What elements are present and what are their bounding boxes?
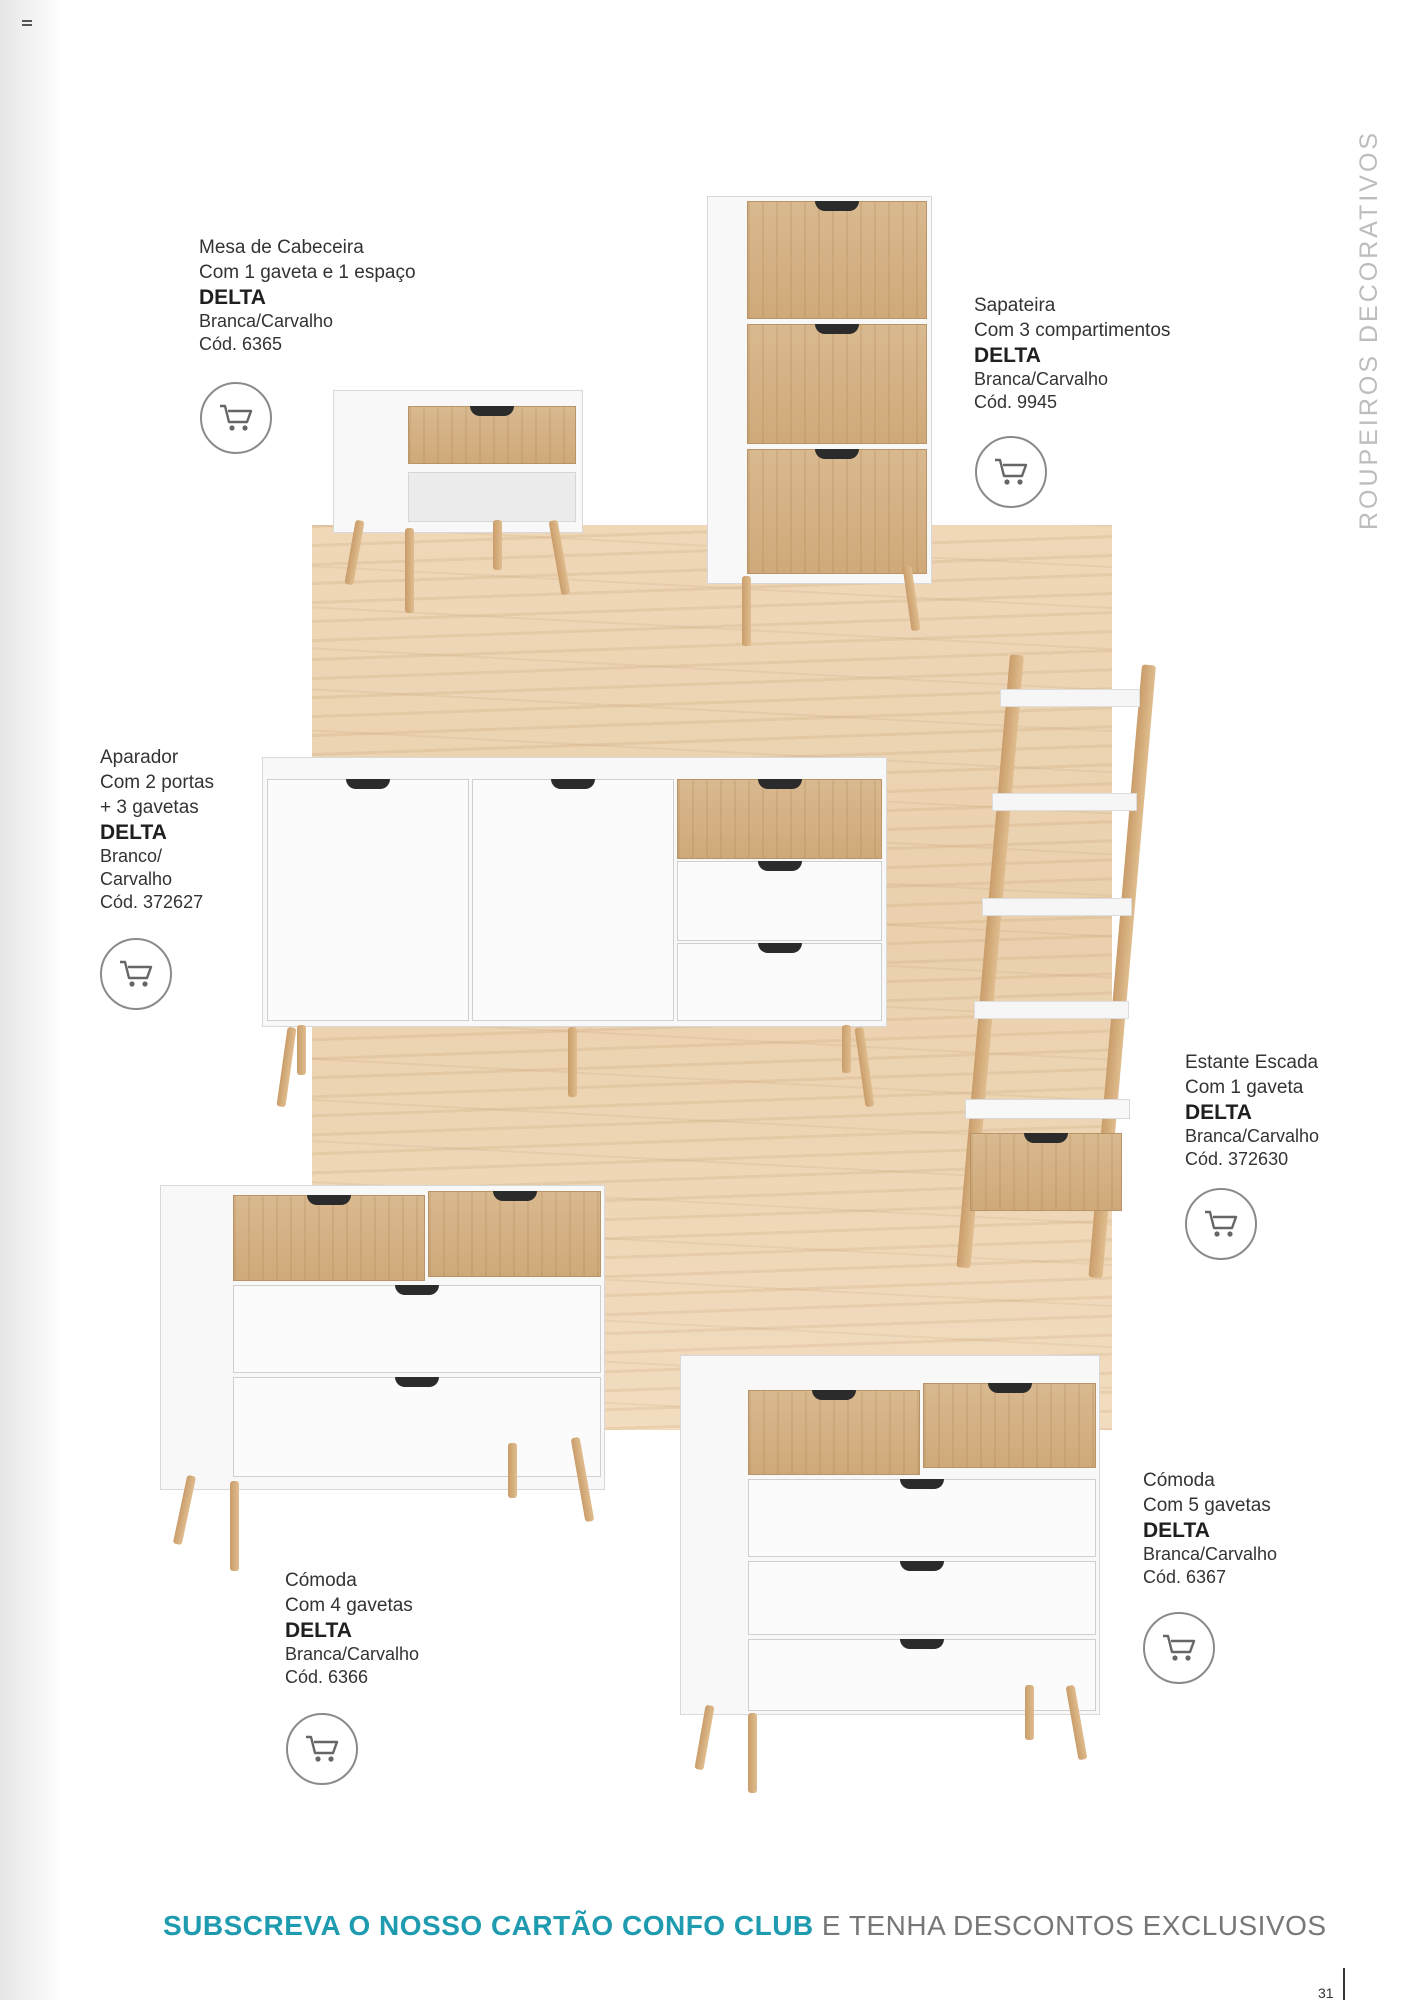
add-to-cart-button-comoda-5[interactable] bbox=[1143, 1612, 1215, 1684]
product-name: Estante Escada bbox=[1185, 1052, 1319, 1073]
shopping-cart-icon bbox=[993, 456, 1029, 488]
product-name: Cómoda bbox=[285, 1570, 357, 1591]
product-caption-aparador bbox=[100, 745, 214, 914]
product-description: Com 4 gavetas bbox=[285, 1595, 413, 1616]
product-finish: Branca/Carvalho bbox=[199, 311, 334, 331]
product-caption-comoda-4 bbox=[285, 1568, 419, 1689]
product-brand: DELTA bbox=[199, 286, 266, 309]
promo-accent-text: SUBSCREVA O NOSSO CARTÃO CONFO CLUB bbox=[163, 1910, 814, 1941]
shopping-cart-icon bbox=[304, 1733, 340, 1765]
shopping-cart-icon bbox=[218, 402, 254, 434]
product-name: Mesa de Cabeceira bbox=[199, 237, 364, 258]
add-to-cart-button-estante-escada[interactable] bbox=[1185, 1188, 1257, 1260]
product-description: Com 5 gavetas bbox=[1143, 1495, 1271, 1516]
shopping-cart-icon bbox=[118, 958, 154, 990]
product-description: Com 2 portas bbox=[100, 772, 215, 793]
product-image-mesa-cabeceira bbox=[330, 390, 585, 620]
product-finish: Branca/Carvalho bbox=[974, 369, 1109, 389]
product-code: Cód. 372630 bbox=[1185, 1149, 1289, 1169]
product-image-sapateira bbox=[707, 196, 932, 652]
add-to-cart-button-mesa-cabeceira[interactable] bbox=[200, 382, 272, 454]
product-caption-mesa-cabeceira bbox=[199, 235, 416, 356]
product-finish: Branco/ bbox=[100, 846, 163, 866]
add-to-cart-button-aparador[interactable] bbox=[100, 938, 172, 1010]
product-finish: Branca/Carvalho bbox=[1185, 1126, 1320, 1146]
product-description: + 3 gavetas bbox=[100, 797, 199, 818]
product-image-estante-escada bbox=[960, 655, 1190, 1285]
product-code: Cód. 6366 bbox=[285, 1667, 369, 1687]
page-left-shadow bbox=[0, 0, 62, 2000]
add-to-cart-button-sapateira[interactable] bbox=[975, 436, 1047, 508]
add-to-cart-button-comoda-4[interactable] bbox=[286, 1713, 358, 1785]
product-finish: Carvalho bbox=[100, 869, 173, 889]
section-title: ROUPEIROS DECORATIVOS bbox=[1355, 129, 1383, 530]
product-name: Aparador bbox=[100, 747, 179, 768]
product-code: Cód. 6367 bbox=[1143, 1567, 1227, 1587]
shopping-cart-icon bbox=[1203, 1208, 1239, 1240]
product-caption-sapateira bbox=[974, 293, 1170, 414]
product-brand: DELTA bbox=[1143, 1519, 1210, 1542]
product-description: Com 3 compartimentos bbox=[974, 320, 1171, 341]
product-brand: DELTA bbox=[974, 344, 1041, 367]
club-promo-banner[interactable] bbox=[163, 1910, 1327, 1942]
menu-icon[interactable] bbox=[22, 20, 32, 28]
product-name: Cómoda bbox=[1143, 1470, 1215, 1491]
product-description: Com 1 gaveta bbox=[1185, 1077, 1304, 1098]
product-description: Com 1 gaveta e 1 espaço bbox=[199, 262, 416, 283]
product-finish: Branca/Carvalho bbox=[285, 1644, 420, 1664]
product-brand: DELTA bbox=[285, 1619, 352, 1642]
product-image-comoda-5 bbox=[680, 1345, 1100, 1795]
product-code: Cód. 6365 bbox=[199, 334, 283, 354]
product-image-comoda-4 bbox=[160, 1175, 605, 1575]
product-name: Sapateira bbox=[974, 295, 1056, 316]
product-caption-estante-escada bbox=[1185, 1050, 1319, 1171]
page-number: 31 bbox=[1318, 1985, 1334, 2001]
product-caption-comoda-5 bbox=[1143, 1468, 1277, 1589]
product-finish: Branca/Carvalho bbox=[1143, 1544, 1278, 1564]
product-brand: DELTA bbox=[1185, 1101, 1252, 1124]
page-number-divider bbox=[1343, 1968, 1345, 2000]
product-code: Cód. 372627 bbox=[100, 892, 204, 912]
promo-rest-text: E TENHA DESCONTOS EXCLUSIVOS bbox=[813, 1910, 1327, 1941]
product-brand: DELTA bbox=[100, 821, 167, 844]
product-image-aparador bbox=[262, 757, 887, 1117]
product-code: Cód. 9945 bbox=[974, 392, 1058, 412]
shopping-cart-icon bbox=[1161, 1632, 1197, 1664]
